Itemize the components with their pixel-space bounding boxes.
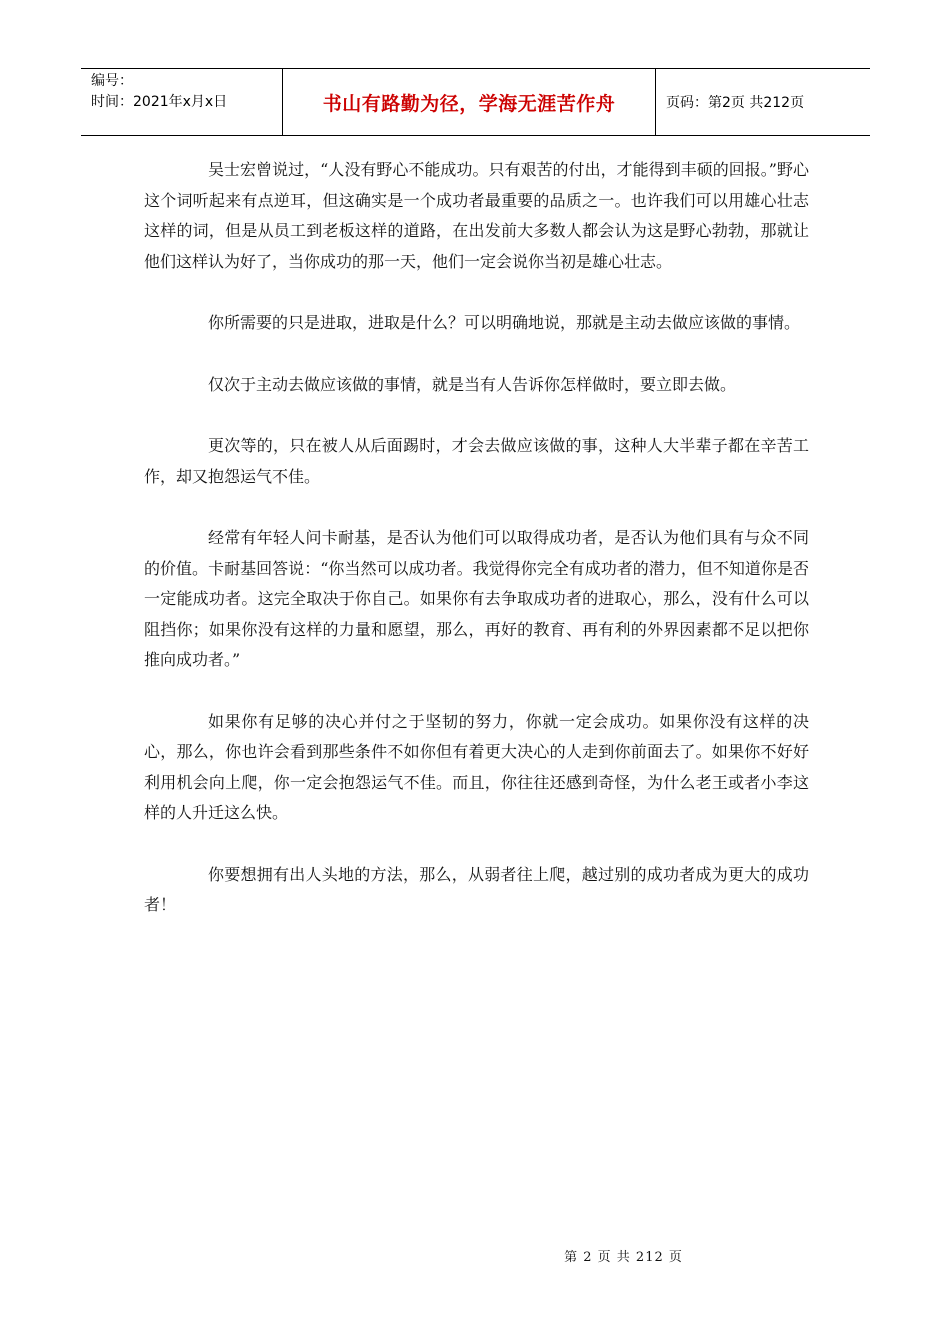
header-page-info: 页码：第2页 共212页 bbox=[666, 95, 805, 111]
paragraph: 经常有年轻人问卡耐基，是否认为他们可以取得成功者，是否认为他们具有与众不同的价值。卡耐基回答说：“你当然可以成功者。我觉得你完全有成功者的潜力，但不知道你是否一定能成功者。这完全取决于你自己。如果你有去争取成功者的进取心，那么，没有什么可以阻挡你；如果你没有这样的力量和愿望，那么，再好的教育、再有利的外界因素都不足以把你推向成功者。” bbox=[144, 528, 809, 669]
header-motto: 书山有路勤为径，学海无涯苦作舟 bbox=[282, 69, 656, 135]
paragraph: 仅次于主动去做应该做的事情，就是当有人告诉你怎样做时，要立即去做。 bbox=[208, 374, 737, 394]
document-header bbox=[81, 68, 870, 136]
paragraph: 更次等的，只在被人从后面踢时，才会去做应该做的事，这种人大半辈子都在辛苦工作，却又抱怨运气不佳。 bbox=[144, 436, 809, 486]
paragraph: 如果你有足够的决心并付之于坚韧的努力，你就一定会成功。如果你没有这样的决心，那么，你也许会看到那些条件不如你但有着更大决心的人走到你前面去了。如果你不好好利用机会向上爬，你一定会抱怨运气不佳。而且，你往往还感到奇怪，为什么老王或者小李这样的人升迁这么快。 bbox=[144, 711, 809, 822]
paragraph: 吴士宏曾说过，“人没有野心不能成功。只有艰苦的付出，才能得到丰硕的回报。”野心这个词听起来有点逆耳，但这确实是一个成功者最重要的品质之一。也许我们可以用雄心壮志这样的词，但是从员工到老板这样的道路，在出发前大多数人都会认为这是野心勃勃，那就让他们这样认为好了，当你成功的那一天，他们一定会说你当初是雄心壮志。 bbox=[144, 160, 809, 271]
paragraph: 你要想拥有出人头地的方法，那么，从弱者往上爬，越过别的成功者成为更大的成功者！ bbox=[144, 864, 809, 914]
paragraph: 你所需要的只是进取，进取是什么？可以明确地说，那就是主动去做应该做的事情。 bbox=[208, 313, 801, 332]
header-meta bbox=[81, 69, 282, 135]
number-label: 编号： bbox=[91, 73, 133, 89]
time-label: 时间：2021年x月x日 bbox=[91, 94, 228, 110]
document-body bbox=[144, 155, 809, 952]
page-footer: 第 2 页 共 212 页 bbox=[564, 1250, 683, 1265]
